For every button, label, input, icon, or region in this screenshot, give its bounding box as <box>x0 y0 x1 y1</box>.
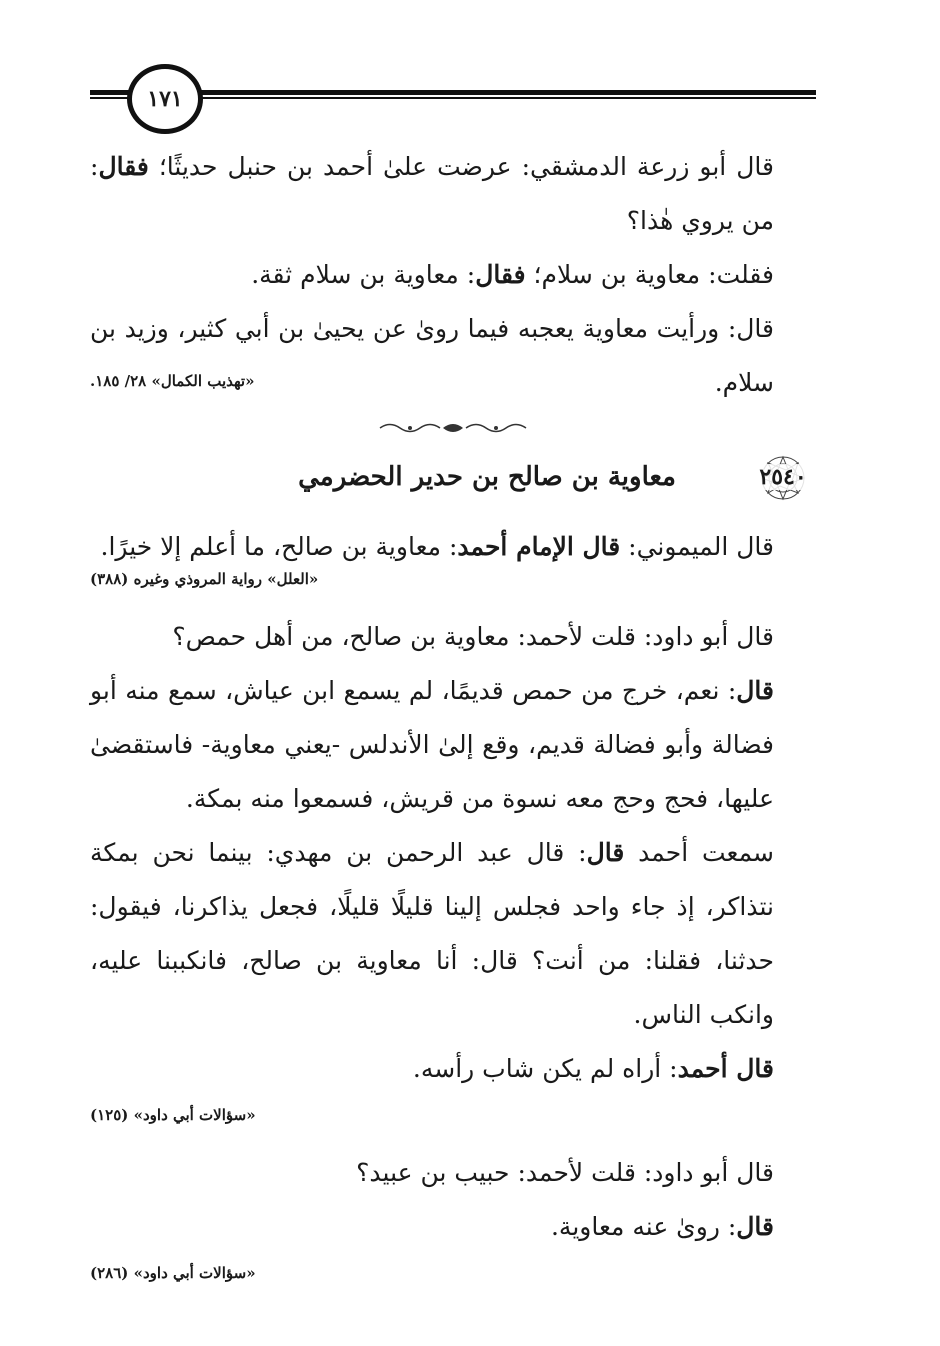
entry-number: ٢٥٤٠ <box>759 464 807 490</box>
source-citation: «العلل» رواية المروذي وغيره (٣٨٨) <box>90 570 319 588</box>
page-number: ١٧١ <box>127 64 203 134</box>
entry-heading <box>90 452 816 512</box>
header-rule <box>90 90 940 100</box>
source-citation: «سؤالات أبي داود» (١٢٥) <box>90 1106 256 1124</box>
ornament-divider <box>90 420 816 434</box>
paragraph: قال أبو زرعة الدمشقي: عرضت علىٰ أحمد بن حنبل حديثًا؛ فقال: من يروي هٰذا؟ <box>90 152 774 235</box>
ornament-icon <box>378 421 528 435</box>
paragraph: قال: روىٰ عنه معاوية. <box>550 1212 774 1241</box>
paragraph: قال أبو داود: قلت لأحمد: حبيب بن عبيد؟ <box>356 1158 774 1187</box>
source-citation: «تهذيب الكمال» ٢٨/ ١٨٥. <box>90 372 255 390</box>
paragraph: قال أحمد: أراه لم يكن شاب رأسه. <box>412 1054 774 1083</box>
entry-number-badge <box>750 452 816 502</box>
source-citation: «سؤالات أبي داود» (٢٨٦) <box>90 1264 256 1282</box>
paragraph: قال: ورأيت معاوية يعجبه فيما روىٰ عن يحيىٰ بن أبي كثير، وزيد بن سلام. <box>90 314 774 397</box>
paragraph: فقلت: معاوية بن سلام؛ فقال: معاوية بن سلام ثقة. <box>251 260 774 289</box>
paragraph: قال أبو داود: قلت لأحمد: معاوية بن صالح، من أهل حمص؟ <box>172 622 774 651</box>
paragraph: قال: نعم، خرج من حمص قديمًا، لم يسمع ابن عياش، سمع منه أبو فضالة وأبو فضالة قديم، وقع إلىٰ الأندلس -يعني معاوية- فاستقضىٰ عليها، فحج وحج معه نسوة من قريش، فسمعوا منه بمكة. <box>90 676 774 813</box>
paragraph: سمعت أحمد قال: قال عبد الرحمن بن مهدي: بينما نحن بمكة نتذاكر، إذ جاء واحد فجلس إلينا قليلًا قليلًا، فجعل يذاكرنا، فيقول: حدثنا، فقلنا: من أنت؟ قال: أنا معاوية بن صالح، فانكببنا عليه، وانكب الناس. <box>90 838 774 1029</box>
page-body <box>90 140 816 1304</box>
paragraph: قال الميموني: قال الإمام أحمد: معاوية بن صالح، ما أعلم إلا خيرًا. <box>100 532 774 561</box>
entry-title: معاوية بن صالح بن حدير الحضرمي <box>298 462 676 492</box>
